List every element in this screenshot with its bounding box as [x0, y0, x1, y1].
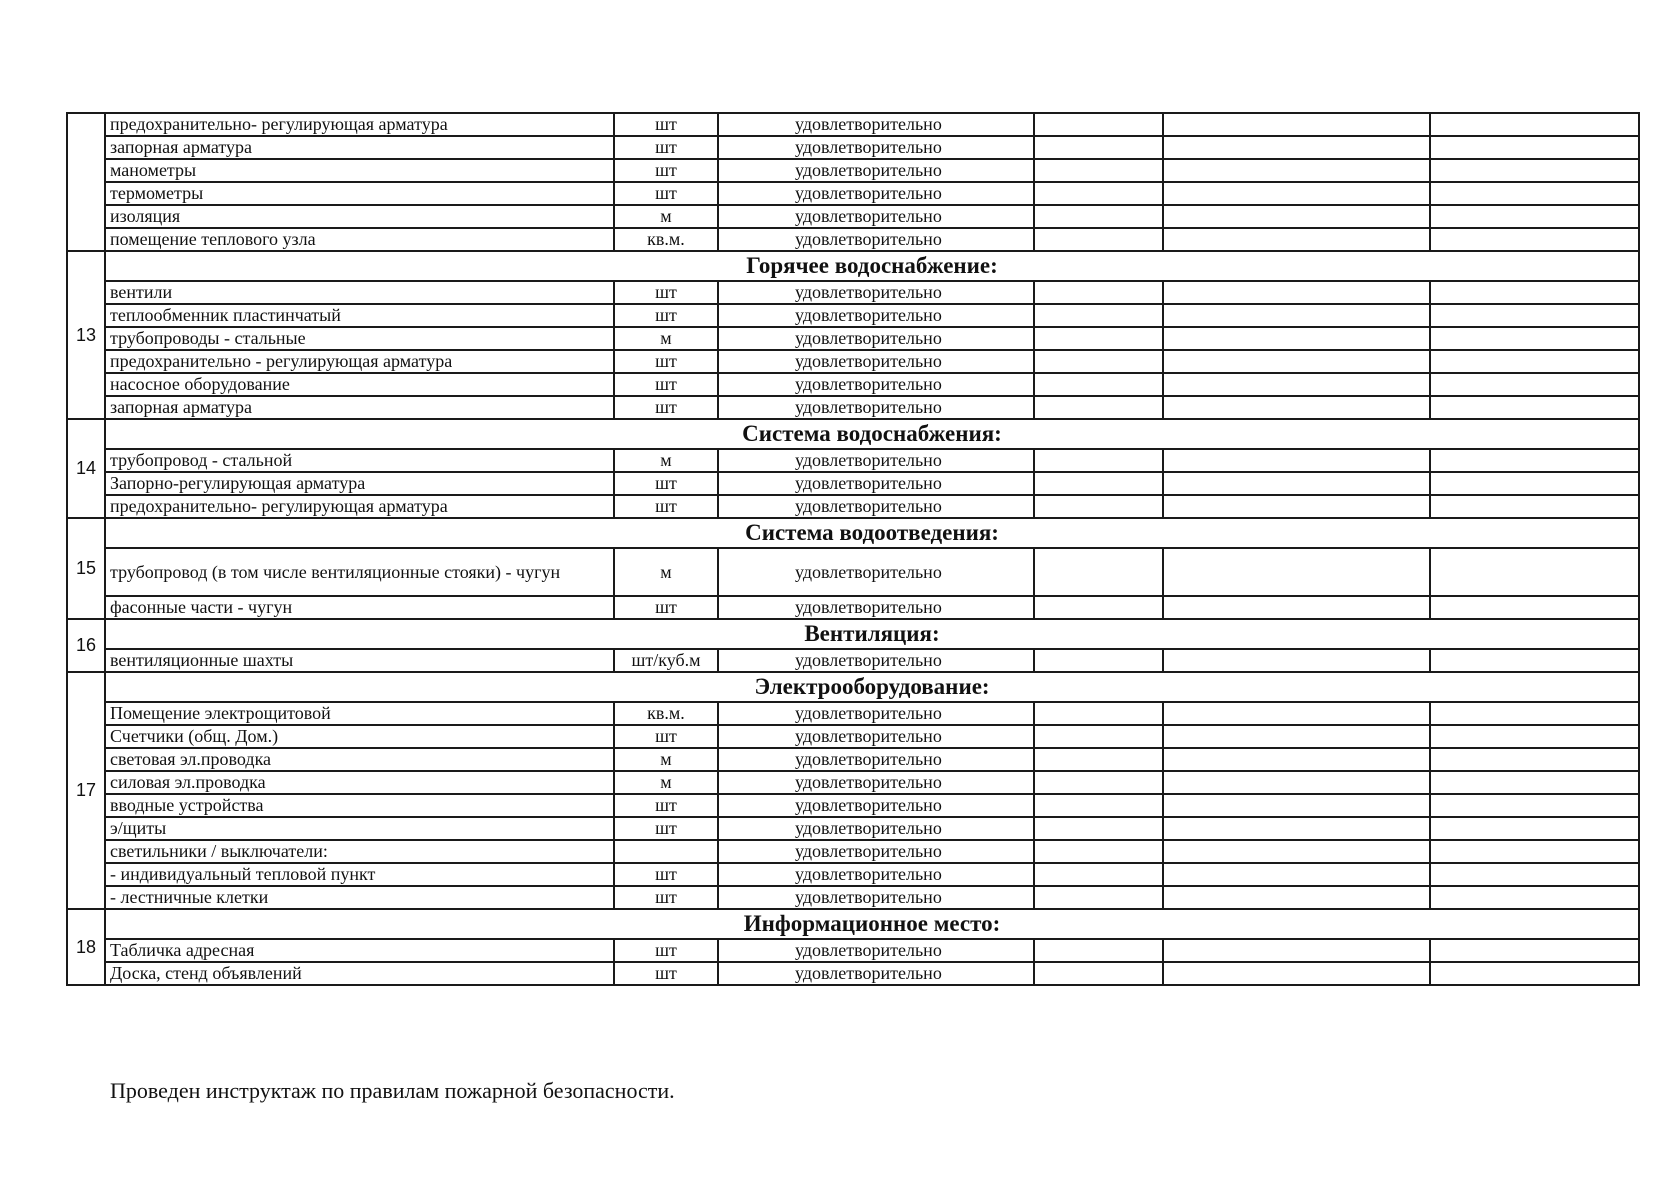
status-cell: удовлетворительно — [718, 182, 1034, 205]
item-name-cell: трубопровод (в том числе вентиляционные стояки) - чугун — [105, 548, 614, 596]
empty-cell — [1430, 548, 1639, 596]
empty-cell — [1430, 794, 1639, 817]
table-row — [67, 596, 1639, 619]
unit-cell: шт — [614, 495, 718, 518]
item-name-cell: насосное оборудование — [105, 373, 614, 396]
item-name-cell: трубопроводы - стальные — [105, 327, 614, 350]
unit-cell: м — [614, 771, 718, 794]
table-row — [67, 228, 1639, 251]
unit-cell: шт — [614, 596, 718, 619]
item-name-cell: термометры — [105, 182, 614, 205]
status-cell: удовлетворительно — [718, 449, 1034, 472]
empty-cell — [1034, 472, 1163, 495]
unit-cell: м — [614, 449, 718, 472]
section-title: Система водоотведения: — [105, 518, 1639, 548]
status-cell: удовлетворительно — [718, 495, 1034, 518]
item-name-cell: Табличка адресная — [105, 939, 614, 962]
unit-cell: шт — [614, 886, 718, 909]
empty-cell — [1430, 350, 1639, 373]
empty-cell — [1163, 228, 1430, 251]
empty-cell — [1163, 771, 1430, 794]
group-number: 18 — [67, 909, 105, 985]
empty-cell — [1034, 205, 1163, 228]
empty-cell — [1034, 702, 1163, 725]
empty-cell — [1430, 327, 1639, 350]
status-cell: удовлетворительно — [718, 886, 1034, 909]
unit-cell: шт — [614, 962, 718, 985]
footer-note: Проведен инструктаж по правилам пожарной безопасности. — [110, 1078, 675, 1103]
status-cell: удовлетворительно — [718, 396, 1034, 419]
item-name-cell: вводные устройства — [105, 794, 614, 817]
empty-cell — [1430, 817, 1639, 840]
empty-cell — [1034, 495, 1163, 518]
section-header-row — [67, 518, 1639, 548]
empty-cell — [1163, 863, 1430, 886]
status-cell: удовлетворительно — [718, 113, 1034, 136]
empty-cell — [1163, 205, 1430, 228]
status-cell: удовлетворительно — [718, 548, 1034, 596]
empty-cell — [1163, 596, 1430, 619]
item-name-cell: трубопровод - стальной — [105, 449, 614, 472]
item-name-cell: Запорно-регулирующая арматура — [105, 472, 614, 495]
unit-cell: шт — [614, 817, 718, 840]
status-cell: удовлетворительно — [718, 596, 1034, 619]
table-row — [67, 113, 1639, 136]
item-name-cell: вентили — [105, 281, 614, 304]
item-name-cell: Доска, стенд объявлений — [105, 962, 614, 985]
item-name-cell: - индивидуальный тепловой пункт — [105, 863, 614, 886]
item-name-cell: изоляция — [105, 205, 614, 228]
item-name-cell: вентиляционные шахты — [105, 649, 614, 672]
section-header-row — [67, 419, 1639, 449]
unit-cell: шт — [614, 304, 718, 327]
empty-cell — [1430, 396, 1639, 419]
status-cell: удовлетворительно — [718, 159, 1034, 182]
empty-cell — [1034, 159, 1163, 182]
empty-cell — [1034, 449, 1163, 472]
empty-cell — [1034, 794, 1163, 817]
unit-cell: шт — [614, 350, 718, 373]
section-title: Вентиляция: — [105, 619, 1639, 649]
status-cell: удовлетворительно — [718, 748, 1034, 771]
table-row — [67, 886, 1639, 909]
table-row — [67, 182, 1639, 205]
status-cell: удовлетворительно — [718, 136, 1034, 159]
empty-cell — [1430, 182, 1639, 205]
unit-cell: шт — [614, 725, 718, 748]
table-row — [67, 649, 1639, 672]
empty-cell — [1034, 962, 1163, 985]
empty-cell — [1430, 886, 1639, 909]
table-row — [67, 495, 1639, 518]
table-row — [67, 472, 1639, 495]
unit-cell: шт — [614, 472, 718, 495]
empty-cell — [1034, 373, 1163, 396]
empty-cell — [1163, 840, 1430, 863]
empty-cell — [1034, 304, 1163, 327]
empty-cell — [1430, 472, 1639, 495]
table-row — [67, 548, 1639, 596]
empty-cell — [1034, 748, 1163, 771]
table-row — [67, 396, 1639, 419]
table-row — [67, 327, 1639, 350]
empty-cell — [1163, 495, 1430, 518]
empty-cell — [1430, 649, 1639, 672]
item-name-cell: светильники / выключатели: — [105, 840, 614, 863]
empty-cell — [1163, 159, 1430, 182]
empty-cell — [1034, 396, 1163, 419]
empty-cell — [1163, 962, 1430, 985]
status-cell: удовлетворительно — [718, 649, 1034, 672]
empty-cell — [1034, 596, 1163, 619]
item-name-cell: силовая эл.проводка — [105, 771, 614, 794]
empty-cell — [1430, 939, 1639, 962]
empty-cell — [1430, 136, 1639, 159]
unit-cell: шт — [614, 159, 718, 182]
empty-cell — [1163, 304, 1430, 327]
unit-cell: м — [614, 205, 718, 228]
group-number: 13 — [67, 251, 105, 419]
empty-cell — [1430, 962, 1639, 985]
item-name-cell: Счетчики (общ. Дом.) — [105, 725, 614, 748]
empty-cell — [1163, 649, 1430, 672]
table-row — [67, 205, 1639, 228]
unit-cell: шт — [614, 281, 718, 304]
section-header-row — [67, 909, 1639, 939]
group-number: 15 — [67, 518, 105, 619]
empty-cell — [1163, 350, 1430, 373]
empty-cell — [1430, 863, 1639, 886]
status-cell: удовлетворительно — [718, 939, 1034, 962]
item-name-cell: э/щиты — [105, 817, 614, 840]
section-header-row — [67, 672, 1639, 702]
empty-cell — [1034, 113, 1163, 136]
table-row — [67, 817, 1639, 840]
unit-cell: шт — [614, 794, 718, 817]
status-cell: удовлетворительно — [718, 771, 1034, 794]
empty-cell — [1430, 840, 1639, 863]
empty-cell — [1034, 350, 1163, 373]
unit-cell: шт — [614, 863, 718, 886]
item-name-cell: помещение теплового узла — [105, 228, 614, 251]
empty-cell — [1430, 596, 1639, 619]
item-name-cell: предохранительно- регулирующая арматура — [105, 113, 614, 136]
status-cell: удовлетворительно — [718, 205, 1034, 228]
empty-cell — [1430, 281, 1639, 304]
empty-cell — [1430, 495, 1639, 518]
empty-cell — [1034, 725, 1163, 748]
table-row — [67, 748, 1639, 771]
table-row — [67, 771, 1639, 794]
empty-cell — [1163, 886, 1430, 909]
status-cell: удовлетворительно — [718, 350, 1034, 373]
empty-cell — [1430, 702, 1639, 725]
empty-cell — [1163, 113, 1430, 136]
unit-cell: кв.м. — [614, 228, 718, 251]
table-row — [67, 136, 1639, 159]
status-cell: удовлетворительно — [718, 373, 1034, 396]
table-row — [67, 702, 1639, 725]
table-row — [67, 449, 1639, 472]
group-number: 16 — [67, 619, 105, 672]
table-row — [67, 863, 1639, 886]
table-body — [67, 113, 1639, 985]
empty-cell — [1430, 304, 1639, 327]
empty-cell — [1430, 113, 1639, 136]
empty-cell — [1163, 817, 1430, 840]
item-name-cell: световая эл.проводка — [105, 748, 614, 771]
empty-cell — [1034, 771, 1163, 794]
section-title: Система водоснабжения: — [105, 419, 1639, 449]
empty-cell — [1430, 228, 1639, 251]
section-title: Горячее водоснабжение: — [105, 251, 1639, 281]
table-row — [67, 281, 1639, 304]
status-cell: удовлетворительно — [718, 304, 1034, 327]
table-row — [67, 725, 1639, 748]
unit-cell: шт — [614, 939, 718, 962]
status-cell: удовлетворительно — [718, 281, 1034, 304]
empty-cell — [1034, 327, 1163, 350]
item-name-cell: Помещение электрощитовой — [105, 702, 614, 725]
status-cell: удовлетворительно — [718, 702, 1034, 725]
table-row — [67, 373, 1639, 396]
empty-cell — [1163, 725, 1430, 748]
empty-cell — [1163, 548, 1430, 596]
empty-cell — [1163, 794, 1430, 817]
empty-cell — [1430, 205, 1639, 228]
section-title: Электрооборудование: — [105, 672, 1639, 702]
empty-cell — [1430, 159, 1639, 182]
section-title: Информационное место: — [105, 909, 1639, 939]
empty-cell — [1163, 373, 1430, 396]
section-header-row — [67, 251, 1639, 281]
empty-cell — [1163, 702, 1430, 725]
empty-cell — [1163, 939, 1430, 962]
status-cell: удовлетворительно — [718, 794, 1034, 817]
group-number: 17 — [67, 672, 105, 909]
empty-cell — [1034, 548, 1163, 596]
unit-cell: шт — [614, 113, 718, 136]
empty-cell — [1163, 748, 1430, 771]
table-row — [67, 350, 1639, 373]
status-cell: удовлетворительно — [718, 863, 1034, 886]
item-name-cell: запорная арматура — [105, 396, 614, 419]
empty-cell — [1163, 327, 1430, 350]
item-name-cell: - лестничные клетки — [105, 886, 614, 909]
status-cell: удовлетворительно — [718, 472, 1034, 495]
empty-cell — [1034, 886, 1163, 909]
inspection-table-sheet — [66, 112, 1638, 986]
empty-cell — [1034, 840, 1163, 863]
table-row — [67, 304, 1639, 327]
group-number: 14 — [67, 419, 105, 518]
section-header-row — [67, 619, 1639, 649]
table-row — [67, 159, 1639, 182]
unit-cell: м — [614, 327, 718, 350]
empty-cell — [1034, 939, 1163, 962]
empty-cell — [1430, 725, 1639, 748]
empty-cell — [1034, 863, 1163, 886]
unit-cell: м — [614, 748, 718, 771]
empty-cell — [1034, 182, 1163, 205]
status-cell: удовлетворительно — [718, 817, 1034, 840]
item-name-cell: предохранительно - регулирующая арматура — [105, 350, 614, 373]
empty-cell — [1430, 373, 1639, 396]
empty-cell — [1034, 817, 1163, 840]
empty-cell — [1163, 136, 1430, 159]
unit-cell: шт/куб.м — [614, 649, 718, 672]
empty-cell — [1034, 136, 1163, 159]
unit-cell: кв.м. — [614, 702, 718, 725]
item-name-cell: теплообменник пластинчатый — [105, 304, 614, 327]
group-number — [67, 113, 105, 251]
empty-cell — [1163, 182, 1430, 205]
empty-cell — [1430, 748, 1639, 771]
empty-cell — [1163, 449, 1430, 472]
status-cell: удовлетворительно — [718, 327, 1034, 350]
table-row — [67, 962, 1639, 985]
unit-cell — [614, 840, 718, 863]
empty-cell — [1163, 472, 1430, 495]
empty-cell — [1034, 281, 1163, 304]
status-cell: удовлетворительно — [718, 228, 1034, 251]
empty-cell — [1034, 228, 1163, 251]
status-cell: удовлетворительно — [718, 840, 1034, 863]
empty-cell — [1163, 396, 1430, 419]
status-cell: удовлетворительно — [718, 962, 1034, 985]
unit-cell: шт — [614, 373, 718, 396]
status-cell: удовлетворительно — [718, 725, 1034, 748]
empty-cell — [1430, 771, 1639, 794]
empty-cell — [1163, 281, 1430, 304]
table-row — [67, 794, 1639, 817]
unit-cell: шт — [614, 182, 718, 205]
unit-cell: шт — [614, 136, 718, 159]
empty-cell — [1034, 649, 1163, 672]
empty-cell — [1430, 449, 1639, 472]
item-name-cell: манометры — [105, 159, 614, 182]
unit-cell: м — [614, 548, 718, 596]
item-name-cell: предохранительно- регулирующая арматура — [105, 495, 614, 518]
unit-cell: шт — [614, 396, 718, 419]
item-name-cell: запорная арматура — [105, 136, 614, 159]
inspection-table — [66, 112, 1640, 986]
table-row — [67, 939, 1639, 962]
item-name-cell: фасонные части - чугун — [105, 596, 614, 619]
table-row — [67, 840, 1639, 863]
